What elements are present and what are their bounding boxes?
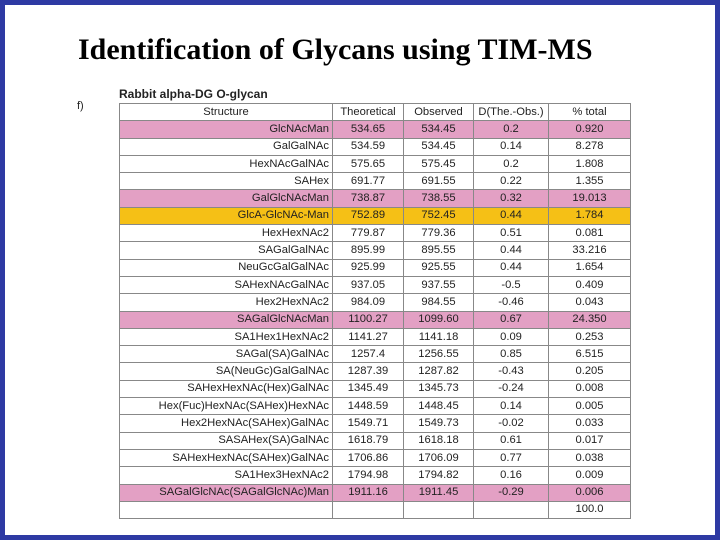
table-row [120,484,631,501]
cell-percent-total: 0.081 [549,225,631,242]
cell-observed: 1099.60 [404,311,474,328]
cell-observed: 1345.73 [404,380,474,397]
table-row [120,398,631,415]
cell-difference: -0.5 [474,276,549,293]
table-row [120,276,631,293]
cell-observed: 1141.18 [404,328,474,345]
cell-percent-total: 1.808 [549,155,631,172]
header-structure: Structure [120,104,333,121]
cell-structure: HexHexNAc2 [120,225,333,242]
cell-observed: 738.55 [404,190,474,207]
cell-theoretical: 1287.39 [333,363,404,380]
cell-percent-total: 24.350 [549,311,631,328]
cell-difference: 0.85 [474,346,549,363]
cell-structure: Hex(Fuc)HexNAc(SAHex)HexNAc [120,398,333,415]
slide-title: Identification of Glycans using TIM-MS [78,33,593,66]
cell-theoretical: 738.87 [333,190,404,207]
cell-difference: -0.29 [474,484,549,501]
cell-difference: 0.44 [474,259,549,276]
cell-observed: 752.45 [404,207,474,224]
cell-difference: 0.32 [474,190,549,207]
cell-structure: HexNAcGalNAc [120,155,333,172]
cell-percent-total: 8.278 [549,138,631,155]
cell-theoretical: 1618.79 [333,432,404,449]
cell-percent-total: 1.654 [549,259,631,276]
cell-difference: -0.02 [474,415,549,432]
cell-theoretical: 1100.27 [333,311,404,328]
cell-theoretical: 1448.59 [333,398,404,415]
table-row [120,190,631,207]
cell-theoretical: 1794.98 [333,467,404,484]
table-caption: Rabbit alpha-DG O-glycan [119,87,268,101]
cell-percent-total: 0.409 [549,276,631,293]
cell-structure: SA1Hex1HexNAc2 [120,328,333,345]
table-row [120,225,631,242]
cell-difference: 0.09 [474,328,549,345]
total-cell-empty [333,501,404,518]
cell-percent-total: 0.008 [549,380,631,397]
cell-theoretical: 1706.86 [333,449,404,466]
table-row [120,415,631,432]
cell-structure: Hex2HexNAc(SAHex)GalNAc [120,415,333,432]
cell-structure: SAHex [120,173,333,190]
total-row [120,501,631,518]
cell-observed: 575.45 [404,155,474,172]
cell-structure: Hex2HexNAc2 [120,294,333,311]
cell-theoretical: 779.87 [333,225,404,242]
cell-structure: GlcA-GlcNAc-Man [120,207,333,224]
cell-observed: 779.36 [404,225,474,242]
cell-percent-total: 0.038 [549,449,631,466]
table-row [120,155,631,172]
table-row [120,363,631,380]
total-cell-empty [474,501,549,518]
cell-structure: SAHexHexNAc(Hex)GalNAc [120,380,333,397]
cell-difference: 0.51 [474,225,549,242]
cell-theoretical: 1549.71 [333,415,404,432]
cell-percent-total: 0.017 [549,432,631,449]
cell-difference: 0.2 [474,121,549,138]
cell-difference: -0.46 [474,294,549,311]
cell-percent-total: 0.005 [549,398,631,415]
table-row [120,242,631,259]
cell-structure: SASAHex(SA)GalNAc [120,432,333,449]
header-percent-total: % total [549,104,631,121]
cell-difference: 0.16 [474,467,549,484]
cell-difference: -0.43 [474,363,549,380]
table-body [120,121,631,502]
cell-observed: 1549.73 [404,415,474,432]
cell-theoretical: 1345.49 [333,380,404,397]
cell-observed: 937.55 [404,276,474,293]
cell-percent-total: 0.033 [549,415,631,432]
cell-percent-total: 0.205 [549,363,631,380]
header-theoretical: Theoretical [333,104,404,121]
cell-difference: -0.24 [474,380,549,397]
cell-theoretical: 752.89 [333,207,404,224]
cell-structure: SA(NeuGc)GalGalNAc [120,363,333,380]
cell-structure: SAHexHexNAc(SAHex)GalNAc [120,449,333,466]
table-row [120,346,631,363]
table-row [120,294,631,311]
table-row [120,449,631,466]
cell-observed: 1706.09 [404,449,474,466]
cell-structure: GalGalNAc [120,138,333,155]
cell-structure: GlcNAcMan [120,121,333,138]
total-cell-empty [404,501,474,518]
cell-observed: 1618.18 [404,432,474,449]
cell-difference: 0.67 [474,311,549,328]
table-header-row [120,104,631,121]
cell-observed: 1911.45 [404,484,474,501]
cell-difference: 0.44 [474,242,549,259]
table-row [120,173,631,190]
cell-percent-total: 1.784 [549,207,631,224]
cell-observed: 1448.45 [404,398,474,415]
table-row [120,138,631,155]
cell-theoretical: 984.09 [333,294,404,311]
cell-structure: SAGalGalNAc [120,242,333,259]
cell-structure: NeuGcGalGalNAc [120,259,333,276]
cell-difference: 0.22 [474,173,549,190]
cell-percent-total: 0.920 [549,121,631,138]
cell-percent-total: 6.515 [549,346,631,363]
cell-observed: 534.45 [404,121,474,138]
cell-percent-total: 33.216 [549,242,631,259]
cell-theoretical: 534.65 [333,121,404,138]
cell-theoretical: 691.77 [333,173,404,190]
total-value: 100.0 [549,501,631,518]
cell-observed: 1256.55 [404,346,474,363]
header-observed: Observed [404,104,474,121]
table-row [120,121,631,138]
glycan-table [119,103,631,519]
cell-percent-total: 1.355 [549,173,631,190]
table-row [120,467,631,484]
cell-observed: 1794.82 [404,467,474,484]
table-row [120,432,631,449]
table-row [120,380,631,397]
cell-percent-total: 0.043 [549,294,631,311]
cell-observed: 534.45 [404,138,474,155]
cell-theoretical: 1911.16 [333,484,404,501]
table-row [120,259,631,276]
cell-observed: 984.55 [404,294,474,311]
cell-difference: 0.2 [474,155,549,172]
cell-percent-total: 19.013 [549,190,631,207]
cell-theoretical: 925.99 [333,259,404,276]
cell-observed: 925.55 [404,259,474,276]
cell-observed: 1287.82 [404,363,474,380]
cell-structure: SAGalGlcNAcMan [120,311,333,328]
cell-theoretical: 895.99 [333,242,404,259]
cell-difference: 0.77 [474,449,549,466]
cell-observed: 691.55 [404,173,474,190]
cell-structure: GalGlcNAcMan [120,190,333,207]
cell-percent-total: 0.253 [549,328,631,345]
table-row [120,311,631,328]
cell-theoretical: 534.59 [333,138,404,155]
cell-observed: 895.55 [404,242,474,259]
cell-structure: SA1Hex3HexNAc2 [120,467,333,484]
cell-theoretical: 1257.4 [333,346,404,363]
cell-difference: 0.44 [474,207,549,224]
cell-theoretical: 575.65 [333,155,404,172]
cell-structure: SAGal(SA)GalNAc [120,346,333,363]
cell-percent-total: 0.006 [549,484,631,501]
cell-difference: 0.14 [474,138,549,155]
table-row [120,207,631,224]
cell-structure: SAGalGlcNAc(SAGalGlcNAc)Man [120,484,333,501]
total-cell-empty [120,501,333,518]
cell-difference: 0.14 [474,398,549,415]
cell-theoretical: 937.05 [333,276,404,293]
cell-percent-total: 0.009 [549,467,631,484]
cell-theoretical: 1141.27 [333,328,404,345]
cell-structure: SAHexNAcGalNAc [120,276,333,293]
table-row [120,328,631,345]
panel-label: f) [77,100,84,112]
header-difference: D(The.-Obs.) [474,104,549,121]
cell-difference: 0.61 [474,432,549,449]
